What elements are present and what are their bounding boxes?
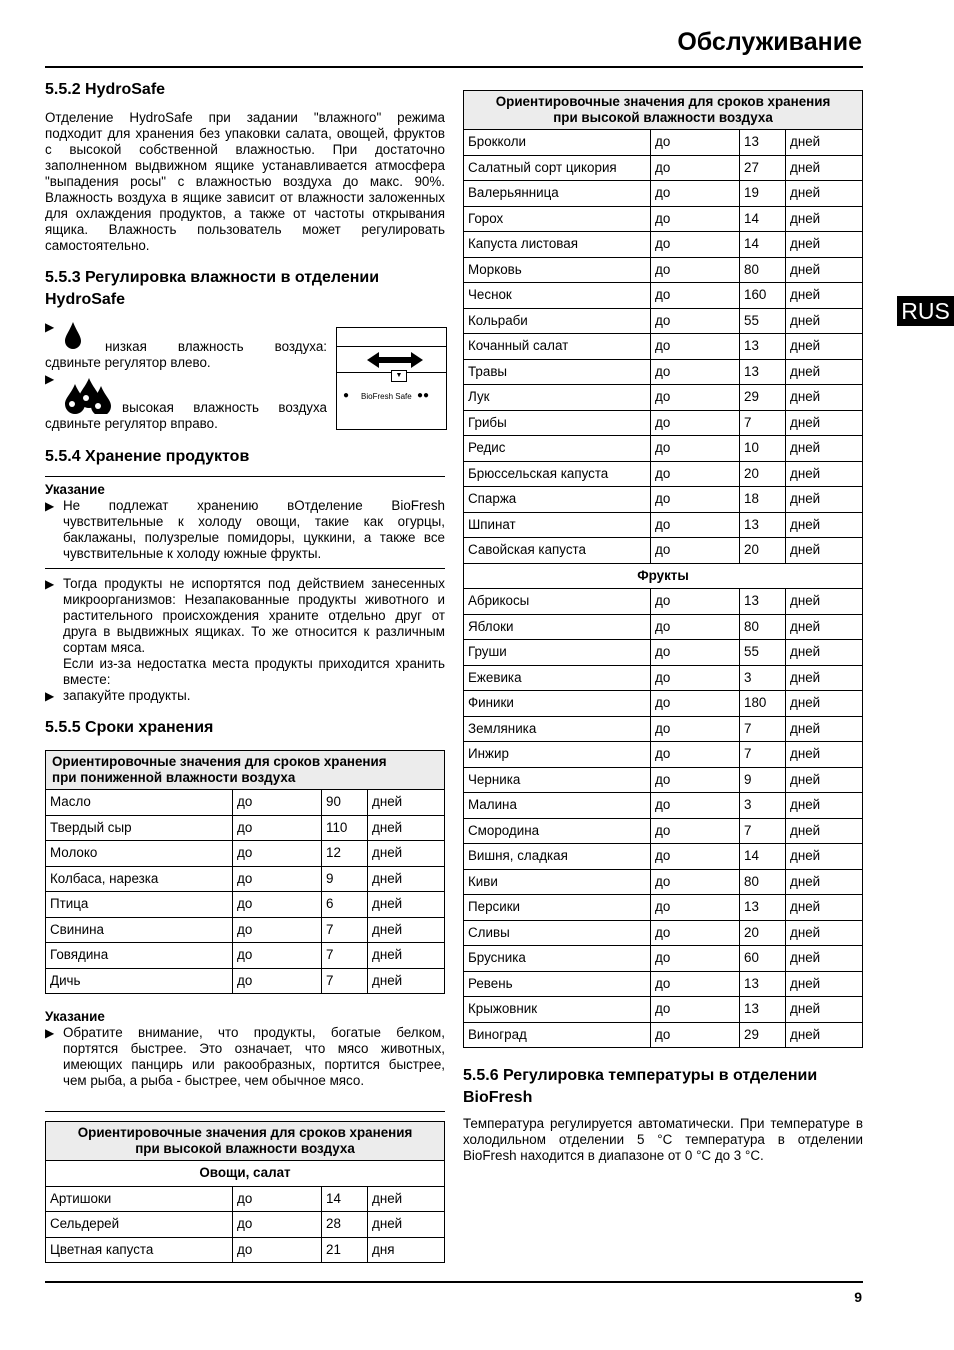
number-cell: 10 [740,436,786,462]
number-cell: 9 [322,866,368,892]
item-cell: Спаржа [464,487,651,513]
item-cell: Савойская капуста [464,538,651,564]
prefix-cell: до [651,640,740,666]
unit-cell: дней [368,1212,445,1238]
item-cell: Твердый сыр [46,815,233,841]
item-cell: Инжир [464,742,651,768]
table-row [464,767,863,793]
humidity-slider-figure [336,327,447,430]
item-cell: Артишоки [46,1186,233,1212]
unit-cell: дней [786,232,863,258]
single-drop-icon [63,320,83,350]
low-humidity-text-a: низкая влажность воздуха: [105,339,327,354]
note-divider-bottom [45,1111,445,1112]
bullet-continuation: Если из-за недостатка места продукты приходится хранить вместе: [63,656,445,687]
item-cell: Черника [464,767,651,793]
unit-cell: дней [368,790,445,816]
unit-cell: дней [786,1022,863,1048]
table-row [46,917,445,943]
table-header-line1: Ориентировочные значения для сроков хранения [52,754,387,769]
unit-cell: дней [786,308,863,334]
item-cell: Смородина [464,818,651,844]
unit-cell: дней [786,920,863,946]
table-row [46,1237,445,1263]
prefix-cell: до [233,841,322,867]
section-553-heading-line2: HydroSafe [45,291,126,308]
table-row [464,257,863,283]
table-row [464,487,863,513]
unit-cell: дней [786,640,863,666]
section-556-heading [463,1065,863,1109]
table-subheader: Овощи, салат [46,1161,445,1187]
table-low-humidity [45,750,445,994]
prefix-cell: до [651,665,740,691]
item-cell: Брусника [464,946,651,972]
unit-cell: дней [368,841,445,867]
unit-cell: дней [786,512,863,538]
item-cell: Кольраби [464,308,651,334]
unit-cell: дней [786,538,863,564]
prefix-cell: до [651,181,740,207]
section-555-note [45,1009,445,1089]
language-tab: RUS [897,296,954,326]
number-cell: 13 [740,359,786,385]
number-cell: 7 [322,968,368,994]
table-row [464,920,863,946]
number-cell: 13 [740,997,786,1023]
number-cell: 19 [740,181,786,207]
item-cell: Земляника [464,716,651,742]
prefix-cell: до [651,436,740,462]
prefix-cell: до [651,742,740,768]
unit-cell: дней [786,869,863,895]
item-cell: Редис [464,436,651,462]
unit-cell: дней [368,917,445,943]
prefix-cell: до [651,359,740,385]
multiple-drops-icon [63,376,113,414]
table-header [46,1122,445,1161]
unit-cell: дней [786,614,863,640]
prefix-cell: до [651,155,740,181]
item-cell: Горох [464,206,651,232]
table-header-line1: Ориентировочные значения для сроков хранения [495,94,831,109]
number-cell: 13 [740,971,786,997]
prefix-cell: до [651,538,740,564]
number-cell: 20 [740,920,786,946]
number-cell: 14 [740,232,786,258]
unit-cell: дней [786,665,863,691]
number-cell: 7 [322,943,368,969]
table-row [464,869,863,895]
prefix-cell: до [233,815,322,841]
table-header-line1: Ориентировочные значения для сроков хранения [77,1125,413,1140]
number-cell: 29 [740,385,786,411]
unit-cell: дней [368,866,445,892]
table-row [464,640,863,666]
unit-cell: дней [786,997,863,1023]
unit-cell: дней [786,334,863,360]
number-cell: 55 [740,640,786,666]
unit-cell: дней [786,257,863,283]
prefix-cell: до [233,968,322,994]
unit-cell: дней [786,155,863,181]
slider-handle[interactable]: ▼ [391,370,407,382]
table-row [464,410,863,436]
prefix-cell: до [651,206,740,232]
table-row [464,436,863,462]
prefix-cell: до [651,895,740,921]
unit-cell: дней [368,968,445,994]
table-row [464,665,863,691]
unit-cell: дней [368,892,445,918]
table-row [464,844,863,870]
number-cell: 7 [740,818,786,844]
table-row [464,334,863,360]
note-bullet: ▶ Обратите внимание, что продукты, богатые белком, портятся быстрее. Это означает, что мясо животных, имеющих панцирь или ракообразных, портится быстрее, чем рыба, а рыба - быстрее, чем обычное мясо. [45,1025,445,1089]
note-heading: Указание [45,482,105,497]
unit-cell: дней [786,410,863,436]
table-header-line2: при пониженной влажности воздуха [52,770,296,785]
double-arrow-icon [365,350,425,370]
header-divider [45,66,863,68]
item-cell: Ревень [464,971,651,997]
number-cell: 20 [740,461,786,487]
prefix-cell: до [651,1022,740,1048]
table-row [464,716,863,742]
item-cell: Крыжовник [464,997,651,1023]
item-cell: Свинина [46,917,233,943]
page-title: Обслуживание [677,28,862,56]
prefix-cell: до [651,410,740,436]
prefix-cell: до [651,844,740,870]
table-row [464,206,863,232]
item-cell: Лук [464,385,651,411]
number-cell: 27 [740,155,786,181]
prefix-cell: до [651,691,740,717]
number-cell: 13 [740,334,786,360]
prefix-cell: до [651,308,740,334]
prefix-cell: до [651,334,740,360]
section-556-heading-line2: BioFresh [463,1089,533,1106]
prefix-cell: до [651,716,740,742]
prefix-cell: до [651,130,740,156]
unit-cell: дней [786,895,863,921]
high-humidity-text-b: сдвиньте регулятор вправо. [45,416,218,431]
prefix-cell: до [651,461,740,487]
unit-cell: дней [786,436,863,462]
arrow-icon: ▶ [45,320,55,334]
number-cell: 7 [322,917,368,943]
item-cell: Брюссельская капуста [464,461,651,487]
number-cell: 90 [322,790,368,816]
unit-cell: дней [786,946,863,972]
item-cell: Брокколи [464,130,651,156]
prefix-cell: до [651,512,740,538]
prefix-cell: до [233,866,322,892]
bullet-item: ▶ Тогда продукты не испортятся под действием занесенных микроорганизмов: Незапакованные продукты животного и растительного происхождения храните отдельно друг от друга в выдвижных ящиках. То же относится к различным сортам мяса. [45,576,445,656]
unit-cell: дней [368,1186,445,1212]
prefix-cell: до [651,869,740,895]
table-row [46,1212,445,1238]
item-cell: Говядина [46,943,233,969]
prefix-cell: до [651,767,740,793]
section-556-heading-line1: 5.5.6 Регулировка температуры в отделении [463,1067,818,1084]
item-cell: Капуста листовая [464,232,651,258]
item-cell: Киви [464,869,651,895]
table-row [464,895,863,921]
unit-cell: дней [786,359,863,385]
table-row [464,1022,863,1048]
section-554-heading: 5.5.4 Хранение продуктов [45,448,250,465]
number-cell: 28 [322,1212,368,1238]
number-cell: 55 [740,308,786,334]
table-header [464,91,863,130]
unit-cell: дней [786,742,863,768]
section-554-bullets [45,576,445,704]
number-cell: 7 [740,716,786,742]
prefix-cell: до [651,971,740,997]
table-row [46,1186,445,1212]
bullet-item: ▶ запакуйте продукты. [45,688,445,704]
prefix-cell: до [233,1237,322,1263]
item-cell: Колбаса, нарезка [46,866,233,892]
prefix-cell: до [651,793,740,819]
table-row [464,359,863,385]
item-cell: Вишня, сладкая [464,844,651,870]
number-cell: 9 [740,767,786,793]
item-cell: Масло [46,790,233,816]
unit-cell: дней [368,943,445,969]
section-552-text: Отделение HydroSafe при задании "влажного" режима подходит для хранения без упаковки салата, овощей, фруктов с высокой собственной влажностью. При достаточно заполненном выдвижном ящике устанавливается атмосфера "выпадения росы" с влажностью воздуха до макс. 90%. Влажность воздуха в ящике зависит от влажности заложенных для охлаждения продуктов, а также от частоты открывания ящика. Влажность пользователь может регулировать самостоятельно. [45,110,445,253]
unit-cell: дней [368,815,445,841]
item-cell: Салатный сорт цикория [464,155,651,181]
number-cell: 21 [322,1237,368,1263]
table-row [46,815,445,841]
number-cell: 7 [740,410,786,436]
section-556-text: Температура регулируется автоматически. При температуре в холодильном отделении 5 °C температура в отделении BioFresh находится в диапазоне от 0 °C до 3 °C. [463,1116,863,1163]
table-row [464,130,863,156]
prefix-cell: до [651,257,740,283]
table-high-humidity-right [463,90,863,1048]
table-row [46,790,445,816]
item-cell: Ежевика [464,665,651,691]
item-cell: Виноград [464,1022,651,1048]
number-cell: 20 [740,538,786,564]
table-header-line2: при высокой влажности воздуха [553,110,773,125]
item-cell: Грибы [464,410,651,436]
prefix-cell: до [651,614,740,640]
unit-cell: дней [786,818,863,844]
drop-small-icon: ● [343,390,350,401]
table-row [464,946,863,972]
table-header [46,751,445,790]
table-row [464,614,863,640]
item-cell: Сельдерей [46,1212,233,1238]
note-bullet: ▶ Не подлежат хранению вОтделение BioFresh чувствительные к холоду овощи, такие как огурцы, баклажаны, полузрелые помидоры, цуккини, а также все чувствительные к холоду южные фрукты. [45,498,445,562]
high-humidity-text-a: высокая влажность воздуха [122,400,327,415]
number-cell: 80 [740,614,786,640]
unit-cell: дней [786,487,863,513]
table-header-line2: при высокой влажности воздуха [135,1141,355,1156]
table-row [464,691,863,717]
table-row [46,968,445,994]
unit-cell: дней [786,844,863,870]
table-row [464,181,863,207]
unit-cell: дней [786,793,863,819]
prefix-cell: до [651,487,740,513]
number-cell: 3 [740,665,786,691]
item-cell: Малина [464,793,651,819]
table-row [464,512,863,538]
number-cell: 60 [740,946,786,972]
item-cell: Абрикосы [464,589,651,615]
item-cell: Морковь [464,257,651,283]
item-cell: Чеснок [464,283,651,309]
item-cell: Цветная капуста [46,1237,233,1263]
table-row [464,232,863,258]
number-cell: 12 [322,841,368,867]
item-cell: Дичь [46,968,233,994]
unit-cell: дней [786,716,863,742]
section-552-heading: 5.5.2 HydroSafe [45,81,166,98]
number-cell: 180 [740,691,786,717]
unit-cell: дней [786,461,863,487]
number-cell: 3 [740,793,786,819]
unit-cell: дней [786,283,863,309]
unit-cell: дней [786,385,863,411]
prefix-cell: до [233,892,322,918]
table-row [464,283,863,309]
unit-cell: дней [786,206,863,232]
number-cell: 110 [322,815,368,841]
table-row [464,742,863,768]
table-row [46,841,445,867]
item-cell: Молоко [46,841,233,867]
prefix-cell: до [651,385,740,411]
footer-divider [45,1281,863,1283]
table-row [46,943,445,969]
prefix-cell: до [233,917,322,943]
low-humidity-text-b: сдвиньте регулятор влево. [45,355,211,370]
prefix-cell: до [651,589,740,615]
item-cell: Финики [464,691,651,717]
figure-label: BioFresh Safe [361,392,412,401]
table-high-humidity-left [45,1121,445,1263]
item-cell: Травы [464,359,651,385]
unit-cell: дней [786,589,863,615]
number-cell: 14 [740,206,786,232]
prefix-cell: до [651,997,740,1023]
prefix-cell: до [651,946,740,972]
table-row [464,461,863,487]
item-cell: Груши [464,640,651,666]
table-row [464,793,863,819]
table-row [46,866,445,892]
prefix-cell: до [651,232,740,258]
number-cell: 7 [740,742,786,768]
table-row [464,155,863,181]
number-cell: 14 [322,1186,368,1212]
unit-cell: дней [786,767,863,793]
section-555-heading: 5.5.5 Сроки хранения [45,719,214,736]
drops-small-icon: ●● [417,390,430,401]
number-cell: 13 [740,895,786,921]
prefix-cell: до [651,818,740,844]
table-row [464,589,863,615]
item-cell: Кочанный салат [464,334,651,360]
unit-cell: дня [368,1237,445,1263]
page-number: 9 [854,1289,862,1305]
section-554-note [45,482,445,562]
note-divider-top [45,476,445,477]
table-row [464,308,863,334]
item-cell: Валерьянница [464,181,651,207]
number-cell: 14 [740,844,786,870]
table-row [464,818,863,844]
unit-cell: дней [786,691,863,717]
unit-cell: дней [786,971,863,997]
number-cell: 13 [740,512,786,538]
table-row [464,971,863,997]
prefix-cell: до [651,283,740,309]
note-divider-bottom [45,568,445,569]
table-subheader-fruits: Фрукты [464,563,863,589]
table-row [46,892,445,918]
item-cell: Яблоки [464,614,651,640]
number-cell: 80 [740,257,786,283]
item-cell: Персики [464,895,651,921]
table-row [464,997,863,1023]
note-heading: Указание [45,1009,105,1024]
number-cell: 80 [740,869,786,895]
item-cell: Шпинат [464,512,651,538]
item-cell: Сливы [464,920,651,946]
number-cell: 13 [740,589,786,615]
arrow-icon: ▶ [45,372,55,386]
unit-cell: дней [786,181,863,207]
number-cell: 13 [740,130,786,156]
table-row [464,538,863,564]
section-553-heading [45,267,445,311]
prefix-cell: до [651,920,740,946]
prefix-cell: до [233,790,322,816]
number-cell: 18 [740,487,786,513]
item-cell: Птица [46,892,233,918]
number-cell: 160 [740,283,786,309]
prefix-cell: до [233,943,322,969]
number-cell: 29 [740,1022,786,1048]
section-553-heading-line1: 5.5.3 Регулировка влажности в отделении [45,269,380,286]
prefix-cell: до [233,1186,322,1212]
table-row [464,385,863,411]
number-cell: 6 [322,892,368,918]
prefix-cell: до [233,1212,322,1238]
unit-cell: дней [786,130,863,156]
